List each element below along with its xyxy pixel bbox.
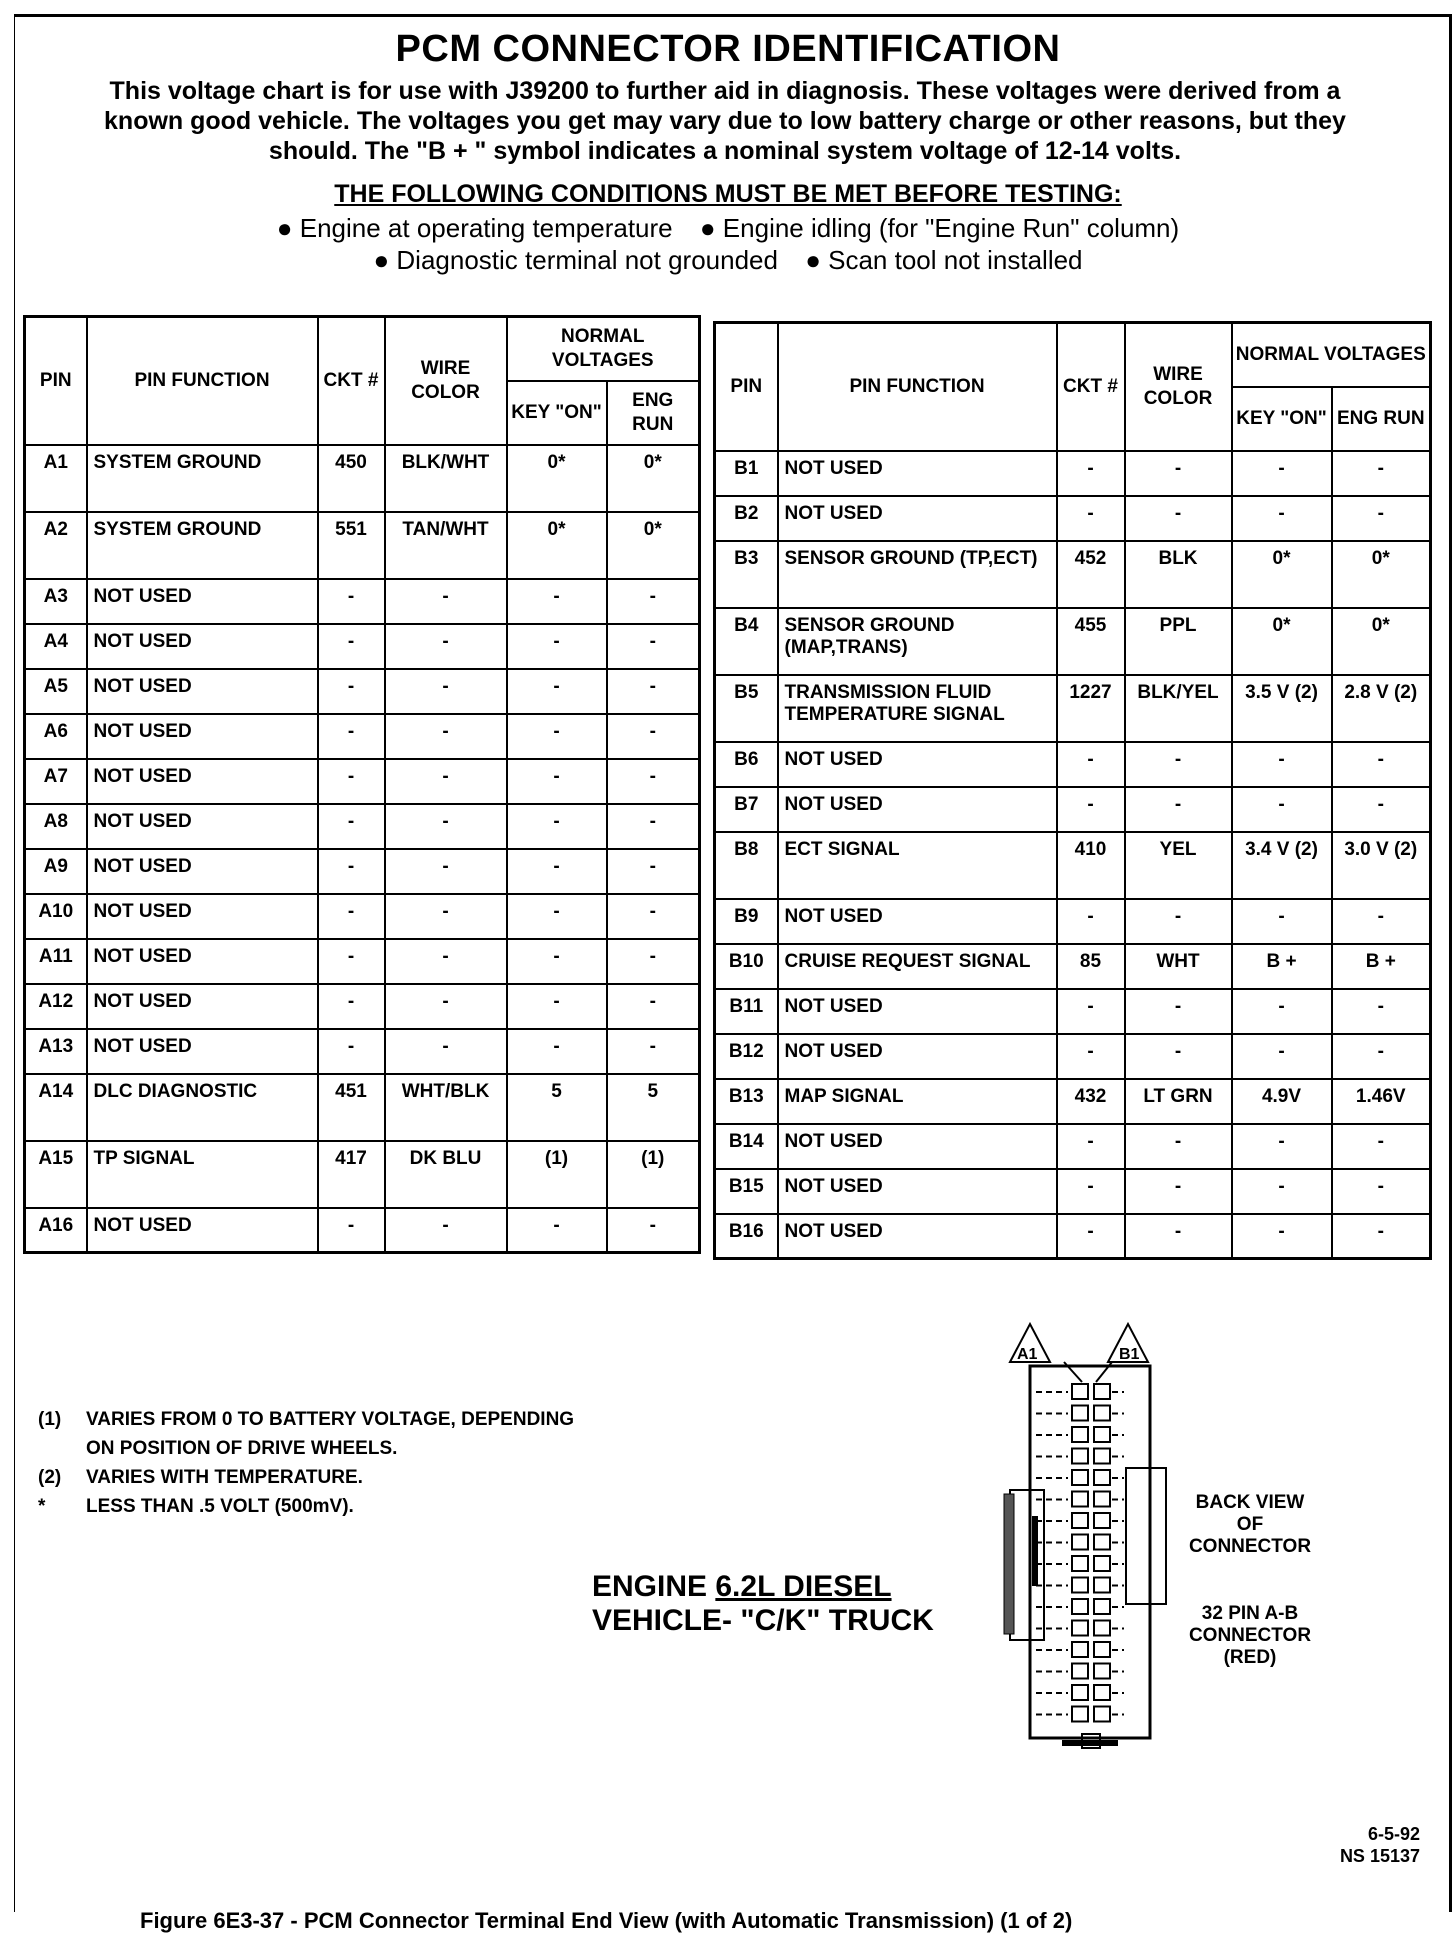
pin-function-cell: TP SIGNAL	[87, 1141, 318, 1208]
table-row	[25, 669, 700, 714]
table-row	[25, 579, 700, 624]
pin-cell: B8	[715, 832, 778, 899]
eng-run-cell: -	[607, 624, 700, 669]
ckt-cell: -	[1057, 1124, 1125, 1169]
key-on-cell: -	[507, 579, 607, 624]
wire-color-cell: -	[1125, 496, 1232, 541]
wire-color-cell: LT GRN	[1125, 1079, 1232, 1124]
footnote: ON POSITION OF DRIVE WHEELS.	[86, 1438, 398, 1459]
ckt-cell: -	[318, 849, 385, 894]
conditions-heading: THE FOLLOWING CONDITIONS MUST BE MET BEFORE TESTING:	[334, 180, 1122, 208]
pin-cell: B12	[715, 1034, 778, 1079]
connector-pin-cell	[1072, 1621, 1088, 1636]
eng-run-cell: -	[1332, 1034, 1431, 1079]
conditions-line-2	[0, 245, 1456, 275]
key-on-cell: 3.4 V (2)	[1232, 832, 1332, 899]
ckt-cell: 452	[1057, 541, 1125, 608]
key-on-cell: -	[507, 714, 607, 759]
connector-side-tab	[1126, 1468, 1166, 1604]
table-row	[715, 989, 1431, 1034]
key-on-cell: 5	[507, 1074, 607, 1141]
connector-pin-cell	[1094, 1449, 1110, 1464]
connector-pin-cell	[1072, 1556, 1088, 1571]
table-row	[715, 1124, 1431, 1169]
pin-function-cell: DLC DIAGNOSTIC	[87, 1074, 318, 1141]
ckt-cell: -	[318, 894, 385, 939]
wire-color-cell: DK BLU	[385, 1141, 507, 1208]
connector-info-label: 32 PIN A-B CONNECTOR (RED)	[1188, 1603, 1312, 1668]
pin-cell: A13	[25, 1029, 87, 1074]
key-on-cell: -	[507, 849, 607, 894]
wire-color-cell: -	[385, 759, 507, 804]
eng-run-cell: -	[607, 1208, 700, 1253]
eng-run-cell: B +	[1332, 944, 1431, 989]
pin-function-cell: NOT USED	[87, 759, 318, 804]
pin-cell: A10	[25, 894, 87, 939]
pin-cell: A2	[25, 512, 87, 579]
eng-run-cell: 3.0 V (2)	[1332, 832, 1431, 899]
header-eng-run: ENG RUN	[607, 381, 700, 445]
figure-caption: Figure 6E3-37 - PCM Connector Terminal End View (with Automatic Transmission) (1 of 2)	[140, 1908, 1073, 1933]
table-row	[25, 445, 700, 512]
eng-run-cell: -	[607, 849, 700, 894]
wire-color-cell: -	[1125, 787, 1232, 832]
pin-cell: A14	[25, 1074, 87, 1141]
header-key-on: KEY "ON"	[507, 381, 607, 445]
table-row	[715, 1169, 1431, 1214]
pin-cell: B14	[715, 1124, 778, 1169]
connector-pin-cell	[1094, 1685, 1110, 1700]
connector-pin-cell	[1072, 1492, 1088, 1507]
wire-color-cell: -	[1125, 1169, 1232, 1214]
table-row	[25, 939, 700, 984]
connector-pin-cell	[1072, 1578, 1088, 1593]
header-pin-function: PIN FUNCTION	[778, 323, 1057, 451]
key-on-cell: -	[1232, 787, 1332, 832]
eng-run-cell: -	[607, 579, 700, 624]
connector-pin-cell	[1072, 1384, 1088, 1399]
pin-function-cell: NOT USED	[778, 989, 1057, 1034]
pin-function-cell: NOT USED	[87, 669, 318, 714]
ckt-cell: -	[1057, 989, 1125, 1034]
key-on-cell: -	[507, 984, 607, 1029]
condition-item: ● Scan tool not installed	[805, 245, 1083, 275]
key-on-cell: -	[507, 894, 607, 939]
ckt-cell: 410	[1057, 832, 1125, 899]
key-on-cell: -	[507, 939, 607, 984]
ckt-cell: -	[318, 759, 385, 804]
connector-pin-cell	[1094, 1578, 1110, 1593]
key-on-cell: -	[1232, 742, 1332, 787]
wire-color-cell: -	[1125, 451, 1232, 496]
header-pin: PIN	[715, 323, 778, 451]
pin-cell: A12	[25, 984, 87, 1029]
eng-run-cell: -	[1332, 899, 1431, 944]
table-row	[715, 541, 1431, 608]
pin-function-cell: NOT USED	[778, 451, 1057, 496]
table-row	[25, 849, 700, 894]
ckt-cell: 1227	[1057, 675, 1125, 742]
document-number: 6-5-92 NS 15137	[1339, 1824, 1420, 1866]
connector-pin-cell	[1072, 1535, 1088, 1550]
eng-run-cell: -	[1332, 1214, 1431, 1259]
label-b1: B1	[1119, 1346, 1140, 1363]
pin-function-cell: SENSOR GROUND (MAP,TRANS)	[778, 608, 1057, 675]
wire-color-cell: -	[1125, 989, 1232, 1034]
table-row	[715, 496, 1431, 541]
connector-pin-cell	[1094, 1406, 1110, 1421]
key-on-cell: -	[507, 1208, 607, 1253]
table-row	[25, 1208, 700, 1253]
ckt-cell: -	[1057, 787, 1125, 832]
ckt-cell: -	[1057, 899, 1125, 944]
table-row	[25, 714, 700, 759]
header-normal-voltages: NORMAL VOLTAGES	[507, 317, 700, 381]
pin-function-cell: NOT USED	[87, 849, 318, 894]
wire-color-cell: -	[385, 894, 507, 939]
connector-pin-cell	[1072, 1664, 1088, 1679]
wire-color-cell: YEL	[1125, 832, 1232, 899]
intro-text: This voltage chart is for use with J39200 to further aid in diagnosis. These voltages were derived from a known good vehicle. The voltages you get may vary due to low battery charge or other reasons, but they should. The "B + " symbol indicates a nominal system voltage of 12-14 volts.	[104, 77, 1346, 165]
connector-pin-cell	[1094, 1470, 1110, 1485]
ckt-cell: 455	[1057, 608, 1125, 675]
connector-pin-cell	[1094, 1621, 1110, 1636]
ckt-cell: -	[1057, 1214, 1125, 1259]
ckt-cell: -	[1057, 1169, 1125, 1214]
table-row	[715, 899, 1431, 944]
eng-run-cell: (1)	[607, 1141, 700, 1208]
ckt-cell: -	[1057, 451, 1125, 496]
eng-run-cell: -	[1332, 496, 1431, 541]
eng-run-cell: -	[607, 714, 700, 759]
table-row	[715, 742, 1431, 787]
key-on-cell: -	[507, 804, 607, 849]
pin-function-cell: NOT USED	[778, 1034, 1057, 1079]
pin-function-cell: NOT USED	[87, 624, 318, 669]
header-wire-color: WIRE COLOR	[1125, 323, 1232, 451]
pin-function-cell: NOT USED	[87, 984, 318, 1029]
key-on-cell: 3.5 V (2)	[1232, 675, 1332, 742]
table-row	[715, 1214, 1431, 1259]
pin-cell: B3	[715, 541, 778, 608]
footnote: * LESS THAN .5 VOLT (500mV).	[38, 1496, 354, 1517]
wire-color-cell: -	[385, 714, 507, 759]
key-on-cell: 0*	[1232, 541, 1332, 608]
pin-function-cell: CRUISE REQUEST SIGNAL	[778, 944, 1057, 989]
pin-cell: B10	[715, 944, 778, 989]
wire-color-cell: -	[385, 804, 507, 849]
pin-cell: B5	[715, 675, 778, 742]
table-row	[25, 512, 700, 579]
eng-run-cell: 5	[607, 1074, 700, 1141]
condition-item: ● Diagnostic terminal not grounded	[373, 245, 778, 275]
pin-cell: A1	[25, 445, 87, 512]
ckt-cell: -	[1057, 1034, 1125, 1079]
connector-pin-cell	[1072, 1642, 1088, 1657]
key-on-cell: -	[1232, 1034, 1332, 1079]
key-on-cell: -	[1232, 496, 1332, 541]
table-row	[715, 944, 1431, 989]
pin-cell: B9	[715, 899, 778, 944]
key-on-cell: 0*	[1232, 608, 1332, 675]
key-on-cell: -	[1232, 1214, 1332, 1259]
table-row	[715, 1079, 1431, 1124]
connector-pin-cell	[1072, 1427, 1088, 1442]
connector-pin-cell	[1094, 1513, 1110, 1528]
pin-cell: A16	[25, 1208, 87, 1253]
pin-function-cell: NOT USED	[87, 804, 318, 849]
eng-run-cell: -	[1332, 787, 1431, 832]
table-row	[715, 832, 1431, 899]
connector-pin-cell	[1094, 1535, 1110, 1550]
pin-function-cell: NOT USED	[778, 787, 1057, 832]
pin-function-cell: NOT USED	[87, 1029, 318, 1074]
eng-run-cell: -	[607, 759, 700, 804]
ckt-cell: -	[318, 669, 385, 714]
table-row	[715, 608, 1431, 675]
condition-item: ● Engine at operating temperature	[276, 213, 673, 243]
eng-run-cell: -	[1332, 989, 1431, 1034]
back-view-label: BACK VIEW OF CONNECTOR	[1188, 1492, 1312, 1557]
pin-cell: B4	[715, 608, 778, 675]
ckt-cell: -	[318, 1208, 385, 1253]
key-on-cell: 4.9V	[1232, 1079, 1332, 1124]
eng-run-cell: 2.8 V (2)	[1332, 675, 1431, 742]
wire-color-cell: -	[385, 1208, 507, 1253]
pin-cell: A7	[25, 759, 87, 804]
pin-function-cell: NOT USED	[87, 894, 318, 939]
header-eng-run: ENG RUN	[1332, 387, 1431, 451]
pin-table-a	[23, 315, 701, 1254]
connector-pin-cell	[1072, 1513, 1088, 1528]
engine-label: ENGINE 6.2L DIESEL VEHICLE- "C/K" TRUCK	[592, 1570, 934, 1637]
connector-pin-cell	[1094, 1556, 1110, 1571]
header-key-on: KEY "ON"	[1232, 387, 1332, 451]
conditions-line-1	[0, 213, 1456, 243]
table-row	[25, 624, 700, 669]
key-on-cell: B +	[1232, 944, 1332, 989]
table-row	[25, 1141, 700, 1208]
pin-function-cell: NOT USED	[87, 1208, 318, 1253]
key-on-cell: -	[507, 669, 607, 714]
ckt-cell: 450	[318, 445, 385, 512]
eng-run-cell: 1.46V	[1332, 1079, 1431, 1124]
connector-pin-cell	[1072, 1599, 1088, 1614]
wire-color-cell: -	[1125, 1124, 1232, 1169]
wire-color-cell: -	[385, 1029, 507, 1074]
connector-pin-cell	[1094, 1599, 1110, 1614]
key-on-cell: -	[507, 759, 607, 804]
wire-color-cell: BLK/YEL	[1125, 675, 1232, 742]
eng-run-cell: -	[607, 1029, 700, 1074]
pin-function-cell: TRANSMISSION FLUID TEMPERATURE SIGNAL	[778, 675, 1057, 742]
eng-run-cell: 0*	[1332, 608, 1431, 675]
table-row	[715, 787, 1431, 832]
wire-color-cell: WHT/BLK	[385, 1074, 507, 1141]
pin-function-cell: NOT USED	[778, 899, 1057, 944]
ckt-cell: -	[318, 939, 385, 984]
key-on-cell: -	[1232, 1169, 1332, 1214]
table-row	[25, 1074, 700, 1141]
pin-cell: A4	[25, 624, 87, 669]
pin-cell: B15	[715, 1169, 778, 1214]
header-ckt: CKT #	[318, 317, 385, 445]
connector-pin-cell	[1072, 1406, 1088, 1421]
pin-function-cell: SYSTEM GROUND	[87, 445, 318, 512]
connector-pin-cell	[1094, 1707, 1110, 1722]
pin-cell: A9	[25, 849, 87, 894]
wire-color-cell: -	[1125, 899, 1232, 944]
pin-function-cell: ECT SIGNAL	[778, 832, 1057, 899]
wire-color-cell: -	[1125, 742, 1232, 787]
table-row	[25, 984, 700, 1029]
header-normal-voltages: NORMAL VOLTAGES	[1232, 323, 1431, 387]
wire-color-cell: -	[385, 579, 507, 624]
eng-run-cell: -	[607, 894, 700, 939]
pin-function-cell: NOT USED	[87, 714, 318, 759]
key-on-cell: -	[1232, 451, 1332, 496]
pin-function-cell: NOT USED	[778, 1124, 1057, 1169]
wire-color-cell: TAN/WHT	[385, 512, 507, 579]
wire-color-cell: WHT	[1125, 944, 1232, 989]
key-on-cell: 0*	[507, 445, 607, 512]
wire-color-cell: -	[385, 939, 507, 984]
pin-function-cell: SENSOR GROUND (TP,ECT)	[778, 541, 1057, 608]
pin-cell: B11	[715, 989, 778, 1034]
table-row	[25, 1029, 700, 1074]
eng-run-cell: -	[1332, 1124, 1431, 1169]
ckt-cell: -	[318, 624, 385, 669]
key-on-cell: -	[1232, 899, 1332, 944]
pin-cell: A8	[25, 804, 87, 849]
ckt-cell: 432	[1057, 1079, 1125, 1124]
pin-function-cell: NOT USED	[87, 579, 318, 624]
connector-pin-cell	[1094, 1427, 1110, 1442]
pin-cell: A5	[25, 669, 87, 714]
wire-color-cell: -	[385, 849, 507, 894]
eng-run-cell: -	[607, 939, 700, 984]
connector-pin-cell	[1094, 1642, 1110, 1657]
footnote: (1) VARIES FROM 0 TO BATTERY VOLTAGE, DEPENDING	[38, 1409, 575, 1430]
ckt-cell: -	[318, 714, 385, 759]
pin-function-cell: NOT USED	[778, 742, 1057, 787]
ckt-cell: 417	[318, 1141, 385, 1208]
header-pin-function: PIN FUNCTION	[87, 317, 318, 445]
eng-run-cell: -	[607, 984, 700, 1029]
ckt-cell: -	[318, 579, 385, 624]
header-wire-color: WIRE COLOR	[385, 317, 507, 445]
wire-color-cell: BLK	[1125, 541, 1232, 608]
ckt-cell: 451	[318, 1074, 385, 1141]
wire-color-cell: BLK/WHT	[385, 445, 507, 512]
wire-color-cell: -	[385, 984, 507, 1029]
wire-color-cell: -	[1125, 1214, 1232, 1259]
pin-function-cell: NOT USED	[778, 1169, 1057, 1214]
key-on-cell: 0*	[507, 512, 607, 579]
pin-cell: B7	[715, 787, 778, 832]
pin-cell: A11	[25, 939, 87, 984]
wire-color-cell: -	[385, 624, 507, 669]
footnotes	[38, 1405, 574, 1521]
eng-run-cell: -	[1332, 451, 1431, 496]
table-row	[715, 451, 1431, 496]
table-row	[25, 759, 700, 804]
key-on-cell: -	[1232, 989, 1332, 1034]
label-a1: A1	[1017, 1346, 1038, 1363]
ckt-cell: -	[318, 1029, 385, 1074]
pin-cell: B13	[715, 1079, 778, 1124]
table-row	[25, 894, 700, 939]
header-ckt: CKT #	[1057, 323, 1125, 451]
connector-pin-cell	[1072, 1685, 1088, 1700]
connector-pin-cell	[1094, 1492, 1110, 1507]
pin-cell: B1	[715, 451, 778, 496]
pin-function-cell: SYSTEM GROUND	[87, 512, 318, 579]
pin-function-cell: NOT USED	[778, 1214, 1057, 1259]
pin-table-b	[713, 321, 1432, 1260]
table-row	[715, 1034, 1431, 1079]
table-row	[25, 804, 700, 849]
eng-run-cell: 0*	[607, 445, 700, 512]
eng-run-cell: 0*	[1332, 541, 1431, 608]
footnote: (2) VARIES WITH TEMPERATURE.	[38, 1467, 363, 1488]
key-on-cell: (1)	[507, 1141, 607, 1208]
key-on-cell: -	[507, 1029, 607, 1074]
connector-pin-cell	[1072, 1449, 1088, 1464]
pin-cell: A15	[25, 1141, 87, 1208]
eng-run-cell: -	[1332, 742, 1431, 787]
ckt-cell: 551	[318, 512, 385, 579]
eng-run-cell: 0*	[607, 512, 700, 579]
wire-color-cell: -	[1125, 1034, 1232, 1079]
ckt-cell: -	[318, 984, 385, 1029]
pin-cell: B16	[715, 1214, 778, 1259]
ckt-cell: -	[1057, 742, 1125, 787]
page-title: PCM CONNECTOR IDENTIFICATION	[395, 28, 1061, 70]
header-pin: PIN	[25, 317, 87, 445]
condition-item: ● Engine idling (for "Engine Run" column)	[699, 213, 1180, 243]
wire-color-cell: -	[385, 669, 507, 714]
ckt-cell: -	[1057, 496, 1125, 541]
pin-function-cell: MAP SIGNAL	[778, 1079, 1057, 1124]
pin-cell: A6	[25, 714, 87, 759]
table-row	[715, 675, 1431, 742]
pin-cell: B2	[715, 496, 778, 541]
eng-run-cell: -	[607, 804, 700, 849]
eng-run-cell: -	[607, 669, 700, 714]
eng-run-cell: -	[1332, 1169, 1431, 1214]
ckt-cell: 85	[1057, 944, 1125, 989]
connector-pin-cell	[1094, 1664, 1110, 1679]
key-on-cell: -	[507, 624, 607, 669]
ckt-cell: -	[318, 804, 385, 849]
pin-function-cell: NOT USED	[778, 496, 1057, 541]
pin-cell: A3	[25, 579, 87, 624]
connector-diagram	[990, 1310, 1190, 1760]
key-on-cell: -	[1232, 1124, 1332, 1169]
pin-function-cell: NOT USED	[87, 939, 318, 984]
pin-cell: B6	[715, 742, 778, 787]
connector-pin-cell	[1094, 1384, 1110, 1399]
connector-pin-cell	[1072, 1707, 1088, 1722]
wire-color-cell: PPL	[1125, 608, 1232, 675]
connector-body	[1030, 1366, 1150, 1738]
connector-pin-cell	[1072, 1470, 1088, 1485]
